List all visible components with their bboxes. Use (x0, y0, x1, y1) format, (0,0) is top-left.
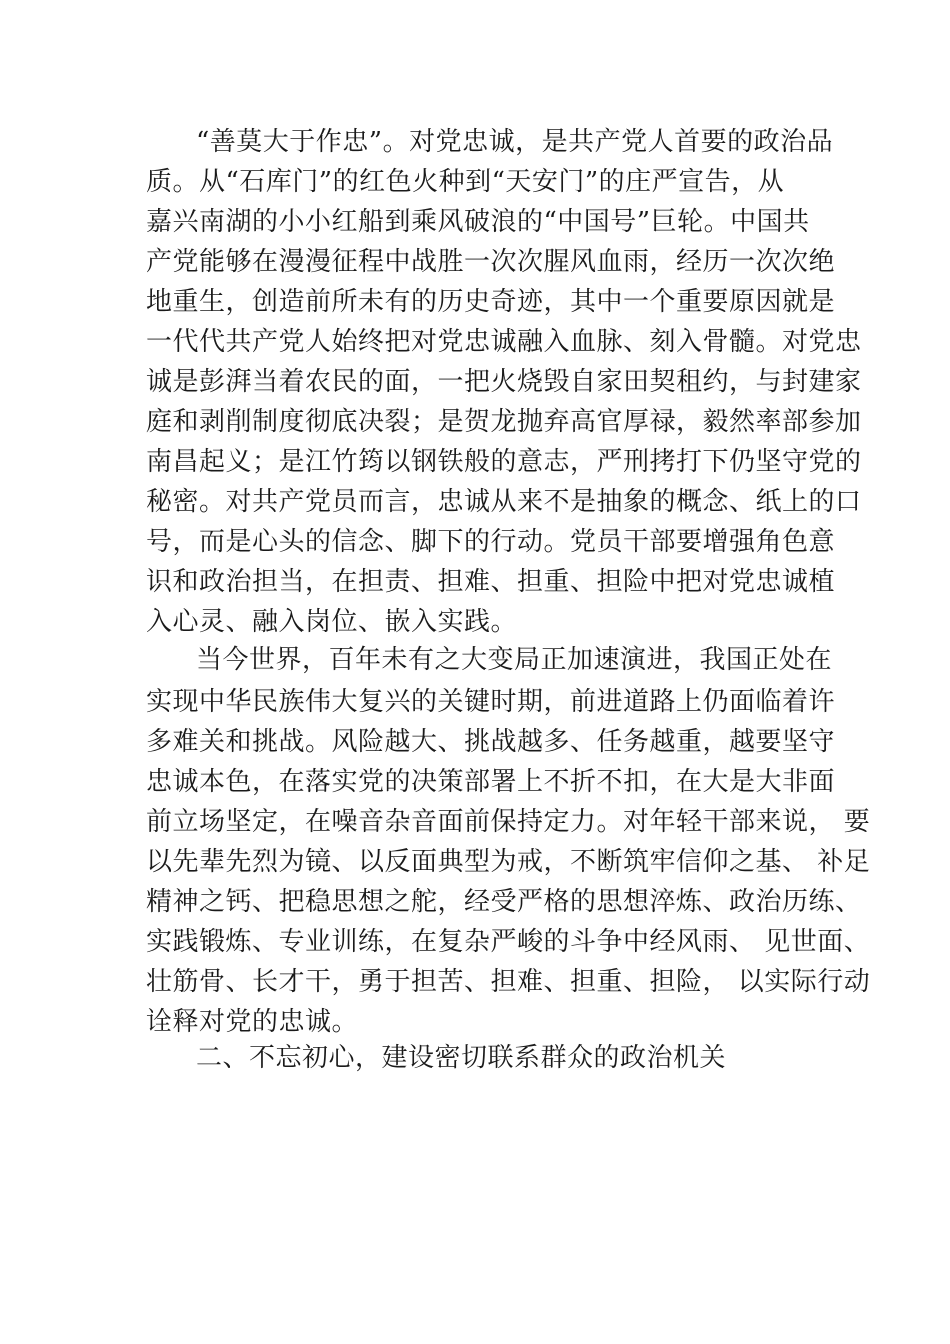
text-line: 忠诚本色，在落实党的决策部署上不折不扣，在大是大非面 (146, 767, 836, 797)
text-line: “善莫大于作忠”。对党忠诚，是共产党人首要的政治品 (196, 127, 834, 157)
text-line: 实现中华民族伟大复兴的关键时期，前进道路上仍面临着许 (146, 687, 836, 717)
text-line: 多难关和挑战。风险越大、挑战越多、任务越重，越要坚守 (146, 727, 836, 757)
text-line: 前立场坚定，在噪音杂音面前保持定力。对年轻干部来说， 要 (146, 807, 871, 837)
text-line: 嘉兴南湖的小小红船到乘风破浪的“中国号”巨轮。中国共 (146, 207, 810, 237)
text-line: 入心灵、融入岗位、嵌入实践。 (146, 607, 518, 637)
text-line: 产党能够在漫漫征程中战胜一次次腥风血雨，经历一次次绝 (146, 247, 836, 277)
text-line: 一代代共产党人始终把对党忠诚融入血脉、刻入骨髓。对党忠 (146, 327, 862, 357)
text-line: 以先辈先烈为镜、以反面典型为戒，不断筑牢信仰之基、 补足 (146, 847, 871, 877)
text-line: 庭和剥削制度彻底决裂；是贺龙抛弃高官厚禄，毅然率部参加 (146, 407, 862, 437)
text-line: 号，而是心头的信念、脚下的行动。党员干部要增强角色意 (146, 527, 836, 557)
text-line: 诚是彭湃当着农民的面，一把火烧毁自家田契租约，与封建家 (146, 367, 862, 397)
text-line: 诠释对党的忠诚。 (146, 1007, 359, 1037)
text-line: 壮筋骨、长才干，勇于担苦、担难、担重、担险， 以实际行动 (146, 967, 871, 997)
text-line: 南昌起义；是江竹筠以钢铁般的意志，严刑拷打下仍坚守党的 (146, 447, 862, 477)
text-line: 识和政治担当，在担责、担难、担重、担险中把对党忠诚植 (146, 567, 836, 597)
text-line: 地重生，创造前所未有的历史奇迹，其中一个重要原因就是 (146, 287, 836, 317)
section-heading: 二、不忘初心，建设密切联系群众的政治机关 (196, 1043, 727, 1073)
text-line: 实践锻炼、专业训练，在复杂严峻的斗争中经风雨、 见世面、 (146, 927, 871, 957)
text-line: 质。从“石库门”的红色火种到“天安门”的庄严宣告，从 (146, 167, 785, 197)
text-line: 当今世界，百年未有之大变局正加速演进，我国正处在 (196, 645, 833, 675)
text-line: 秘密。对共产党员而言，忠诚从来不是抽象的概念、纸上的口 (146, 487, 862, 517)
text-line: 精神之钙、把稳思想之舵，经受严格的思想淬炼、政治历练、 (146, 887, 862, 917)
